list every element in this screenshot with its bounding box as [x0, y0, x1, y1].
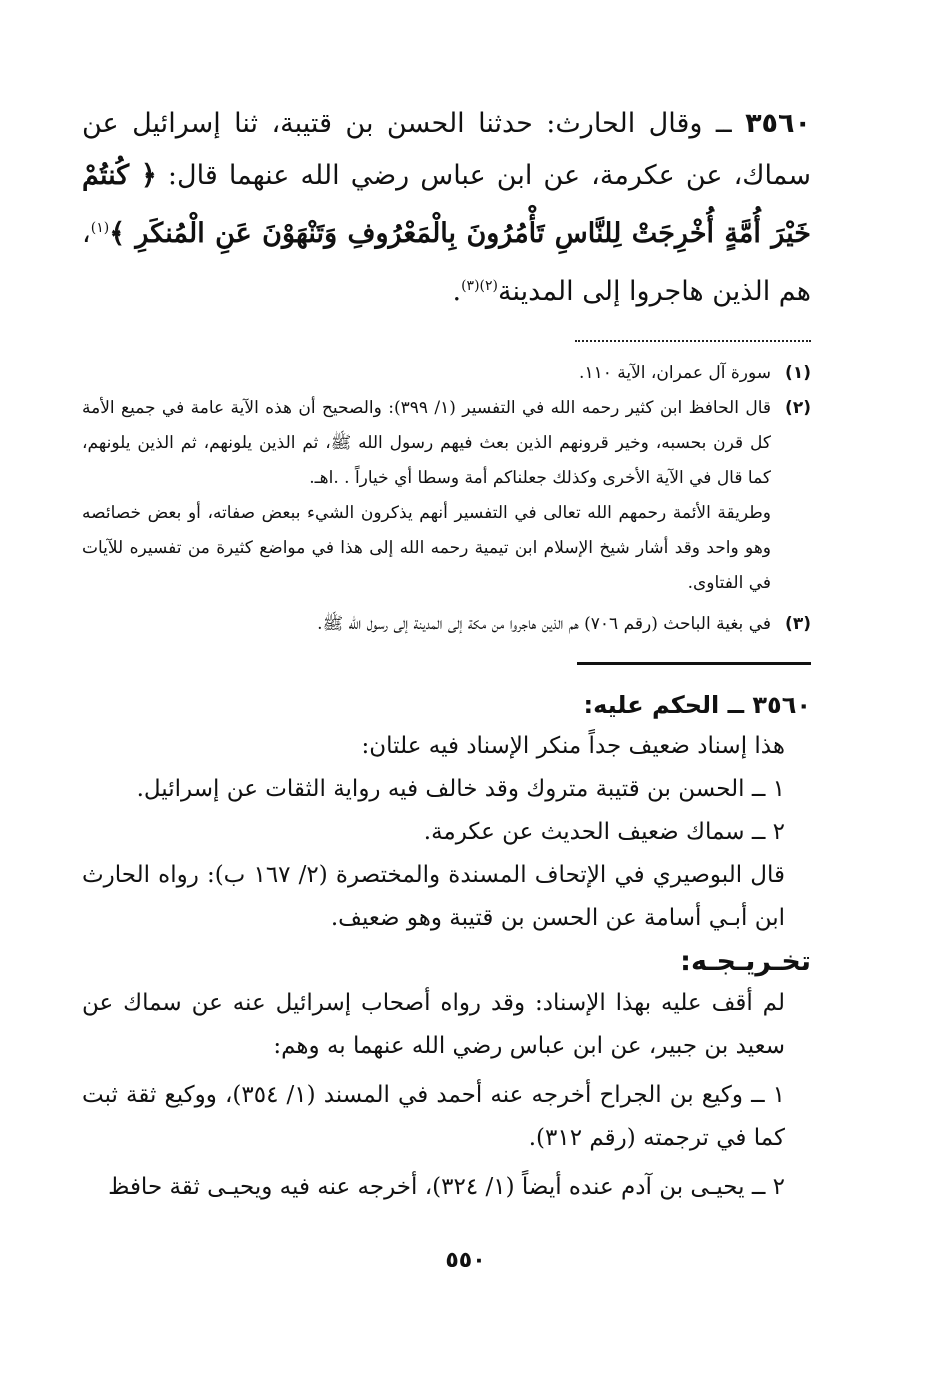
footnote-ref-1: (١) — [90, 220, 110, 236]
footnote-1 — [82, 356, 811, 391]
takhrij-item-2: ٢ ــ يحيـى بن آدم عنده أيضاً (١/ ٣٢٤)، أخرجه عنه فيه ويحيـى ثقة حافظ — [108, 1174, 785, 1200]
footnote-number: (٢) — [785, 398, 811, 418]
takhrij-item-1: ١ ــ وكيع بن الجراح أخرجه عنه أحمد في المسند (١/ ٣٥٤)، ووكيع ثقة ثبت كما في ترجمته (رقم ٣١٢). — [82, 1082, 786, 1151]
ruling-intro: هذا إسناد ضعيف جداً منكر الإسناد فيه علتان: — [361, 733, 785, 759]
footnote-text: قال الحافظ ابن كثير رحمه الله في التفسير (١/ ٣٩٩): والصحيح أن هذه الآية عامة في جميع الأمة كل قرن بحسبه، وخير قرونهم الذين بعث فيهم رسول الله ﷺ، ثم الذين يلونهم، ثم الذين يلونهم، كما قال في الآية الأخرى وكذلك جعلناكم أمة وسطا أي خياراً . .اهـ. — [82, 398, 772, 488]
busiri-quote: قال البوصيري في الإتحاف المسندة والمختصرة (٢/ ١٦٧ ب): رواه الحارث ابن أبـي أسامة عن الحسن بن قتيبة وهو ضعيف. — [82, 862, 785, 931]
ruling-item-1: ١ ــ الحسن بن قتيبة متروك وقد خالف فيه رواية الثقات عن إسرائيل. — [136, 776, 785, 802]
hadith-number: ٣٥٦٠ — [745, 108, 811, 139]
footnote-2 — [82, 391, 811, 601]
ruling-item-2: ٢ ــ سماك ضعيف الحديث عن عكرمة. — [423, 819, 785, 845]
takhrij-title: تخـريـجـه: — [680, 946, 811, 977]
footnote-text: وطريقة الأئمة رحمهم الله تعالى في التفسير أنهم يذكرون الشيء ببعض صفاته، أو بعض خصائصه وهو واحد وقد أشار شيخ الإسلام ابن تيمية رحمه الله إلى هذا في مواضع كثيرة من تفسيره للآيات في الفتاوى. — [82, 503, 771, 593]
footnote-ref-2-3: (٢)(٣) — [461, 278, 499, 294]
footnote-separator — [575, 340, 811, 342]
hadith-period: . — [452, 276, 462, 307]
hadith-text — [82, 98, 811, 318]
hadith-ending: ، هم الذين هاجروا إلى المدينة — [82, 218, 811, 307]
footnote-text: في بغية الباحث (رقم ٧٠٦) هم الذين هاجروا من مكة إلى المدينة إلى رسول الله ﷺ. — [317, 614, 771, 634]
takhrij-intro: لم أقف عليه بهذا الإسناد: وقد رواه أصحاب إسرائيل عنه عن سماك عن سعيد بن جبير، عن ابن عباس رضي الله عنهما به وهم: — [82, 990, 785, 1059]
hadith-intro: ــ وقال الحارث: حدثنا الحسن بن قتيبة، ثنا إسرائيل عن سماك، عن عكرمة، عن ابن عباس رضي الله عنهما قال: — [82, 108, 811, 191]
ruling-section — [82, 725, 811, 940]
footnote-number: (١) — [785, 363, 811, 383]
footnote-text: سورة آل عمران، الآية ١١٠. — [579, 363, 771, 383]
book-page — [82, 98, 811, 1209]
page-number: ٥٥٠ — [445, 1248, 486, 1273]
ruling-title: ٣٥٦٠ ــ الحكم عليه: — [583, 691, 811, 719]
quran-verse: ﴿ كُنتُمْ خَيْرَ أُمَّةٍ أُخْرِجَتْ لِلنَّاسِ تَأْمُرُونَ بِالْمَعْرُوفِ وَتَنْهَوْنَ عَنِ الْمُنكَرِ ﴾ — [82, 160, 811, 249]
section-divider — [577, 662, 811, 665]
footnotes — [82, 356, 811, 642]
takhrij-section — [82, 982, 811, 1209]
footnote-3 — [82, 607, 811, 642]
footnote-number: (٣) — [785, 614, 811, 634]
